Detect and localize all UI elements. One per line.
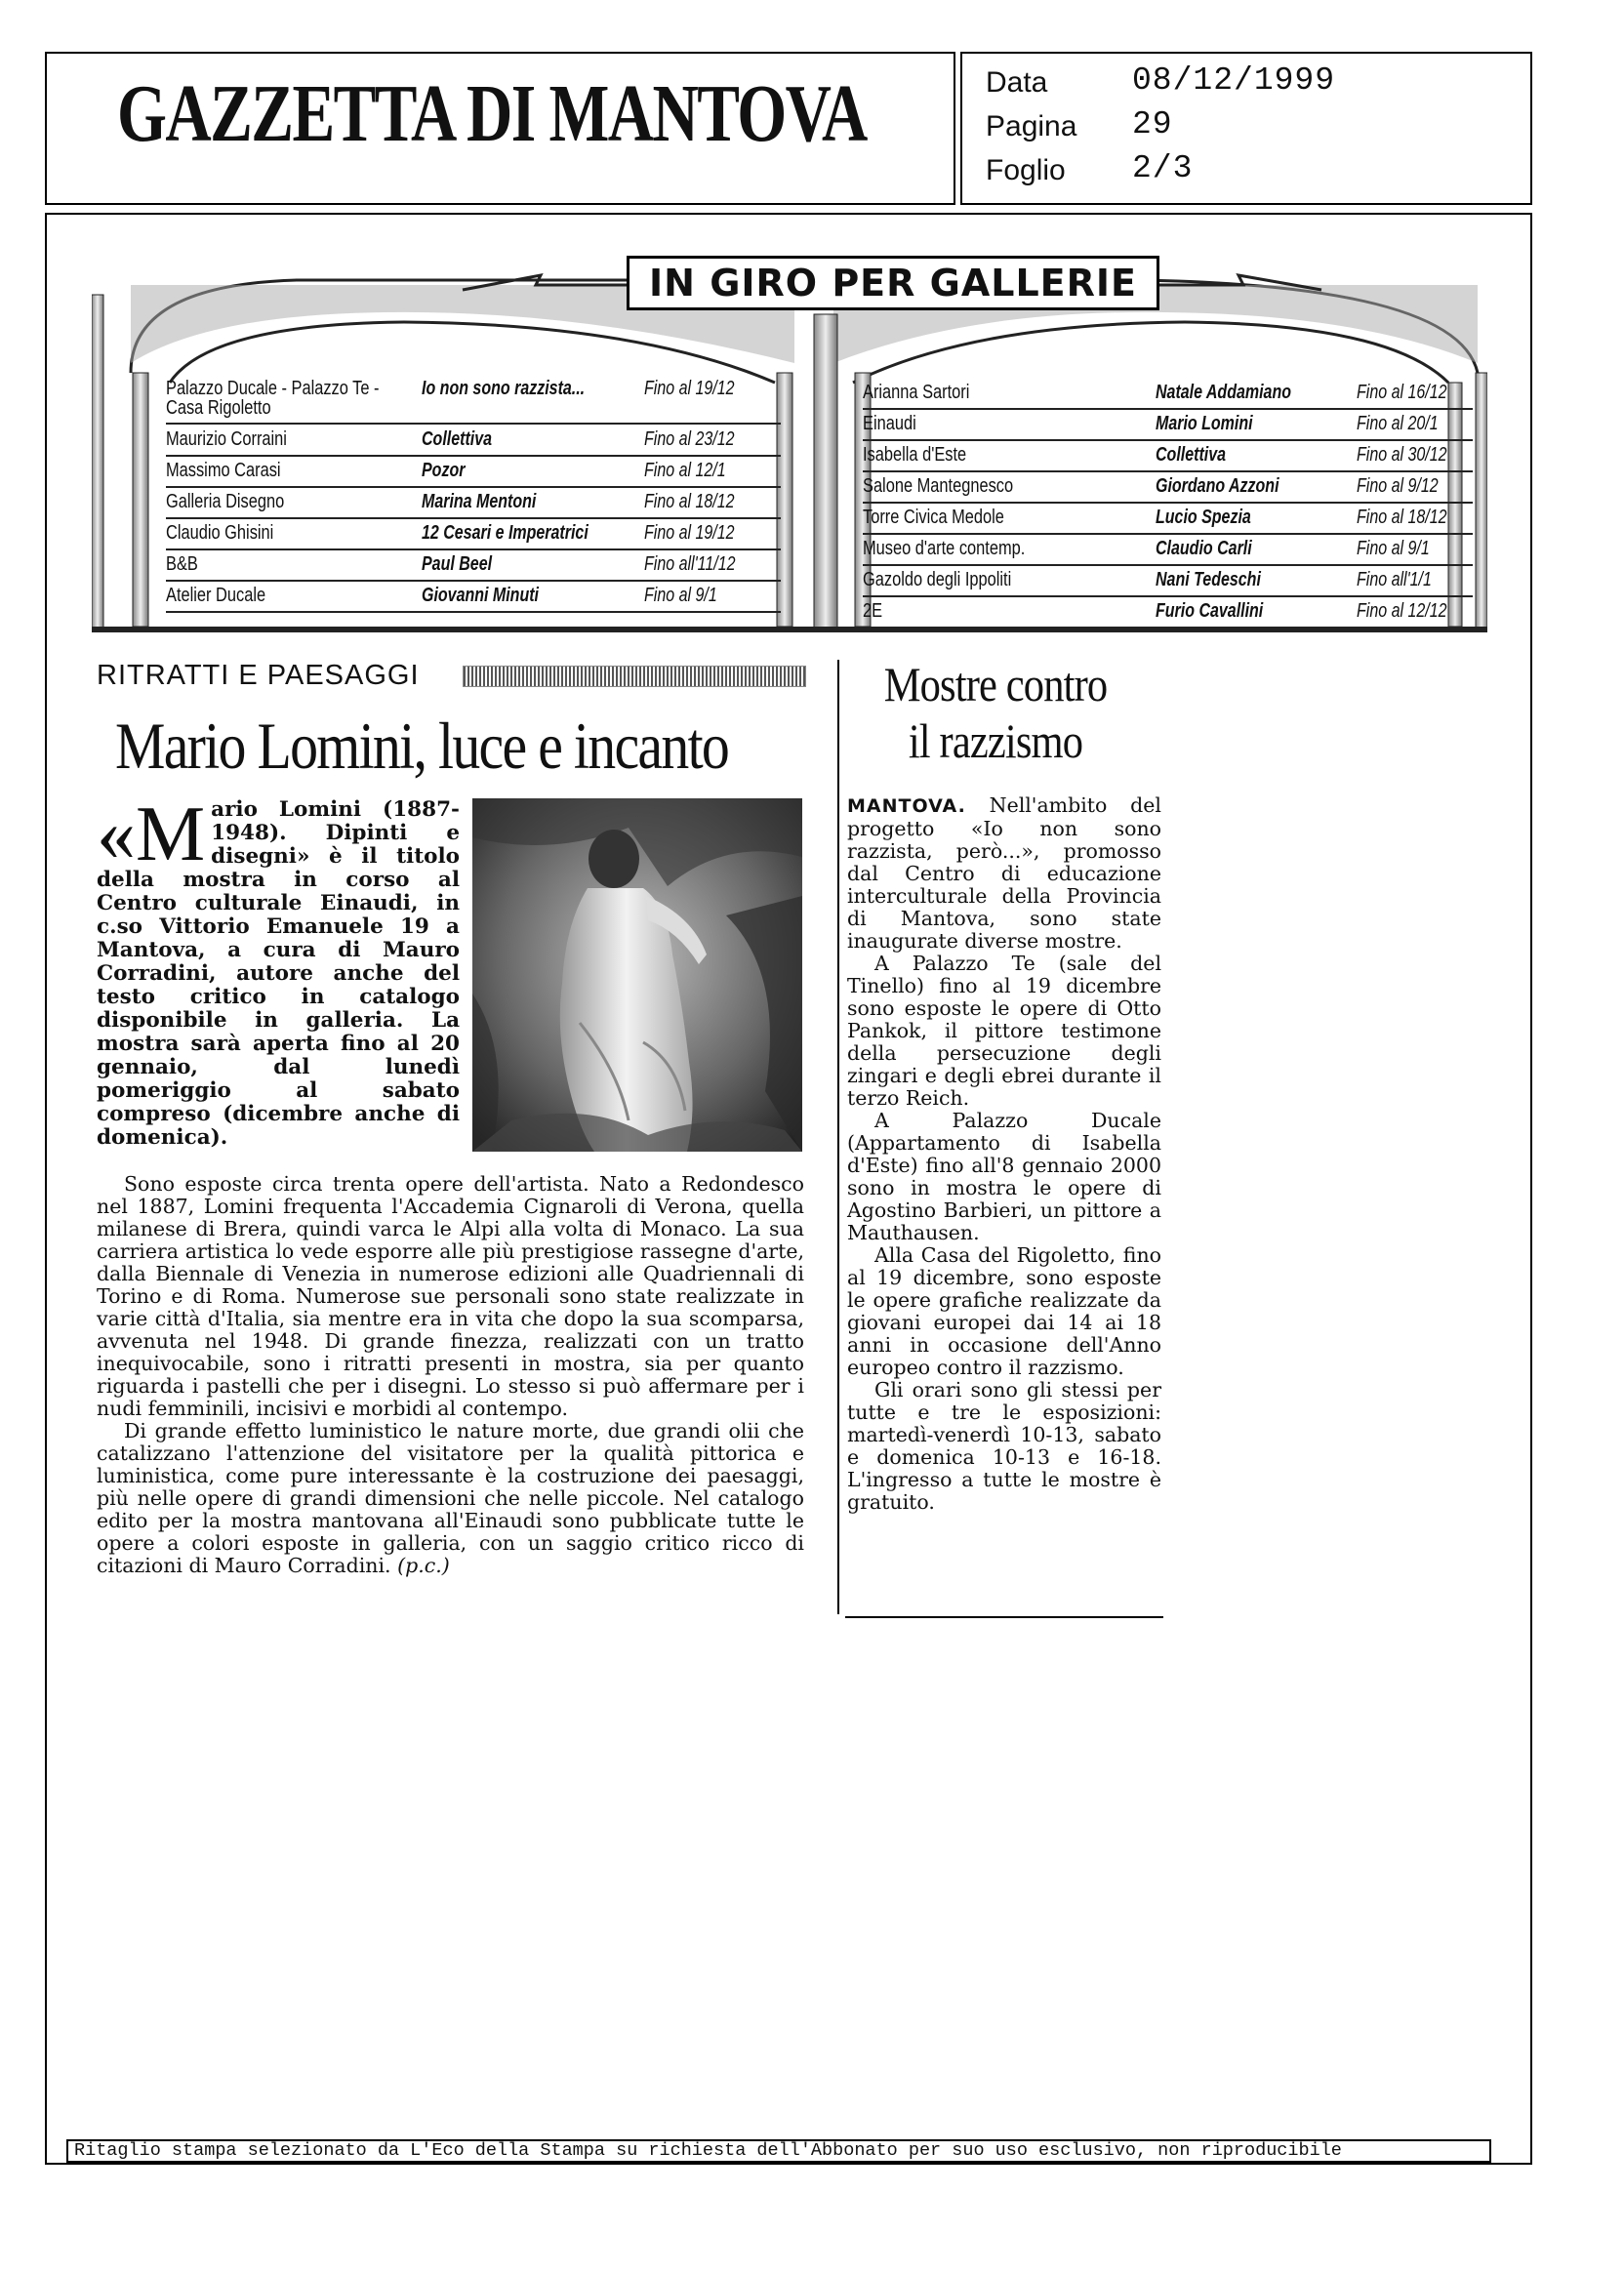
gallery-venue: Salone Mantegnesco [863,475,1014,497]
data-value: 08/12/1999 [1132,62,1336,99]
gallery-venue: B&B [166,553,198,575]
sidebar-headline-line2: il razzismo [908,713,1083,768]
gallery-venue: Claudio Ghisini [166,522,274,544]
gallery-until: Fino al 12/12 [1357,600,1447,622]
article-kicker: RITRATTI E PAESAGGI [97,660,420,691]
gallery-artist: Mario Lomini [1156,413,1253,434]
gallery-artist: Paul Beel [422,553,493,575]
foglio-value: 2/3 [1132,150,1194,186]
gallery-until: Fino al 18/12 [1357,507,1447,528]
gallery-venue-cont: Casa Rigoletto [166,397,271,419]
sidebar-body [847,794,1161,1514]
gallery-row [863,503,1473,535]
dateline: MANTOVA. [847,795,966,817]
masthead: GAZZETTA DI MANTOVA [117,68,867,159]
gallery-row [863,534,1473,566]
gallery-venue: Museo d'arte contemp. [863,538,1026,559]
data-label: Data [986,66,1048,99]
gallery-venue: Maurizio Corraini [166,428,287,450]
gallery-artist: Io non sono razzista... [422,378,586,399]
gallery-until: Fino al 12/1 [644,460,726,481]
gallery-venue: 2E [863,600,883,622]
gallery-row [166,487,781,519]
column-rule [837,660,839,1614]
gallery-artist: Natale Addamiano [1156,382,1291,403]
gallery-listing [92,256,1487,638]
gallery-until: Fino al 23/12 [644,428,735,450]
pagina-label: Pagina [986,110,1077,142]
gallery-artist: Claudio Carli [1156,538,1252,559]
gallery-until: Fino al 18/12 [644,491,735,512]
gallery-row [166,581,781,613]
gallery-row [166,456,781,488]
author-signature: (p.c.) [397,1554,450,1577]
kicker-rule [463,666,806,687]
gallery-until: Fino al 9/1 [1357,538,1430,559]
lead-text: ario Lomini (1887-1948). Dipinti e disegni» è il titolo della mostra in corso al Centro culturale Einaudi, in c.so Vittorio Emanuele 19 a Mantova, a cura di Mauro Corradini, autore anche del testo critico in catalogo disponibile in galleria. La mostra sarà aperta fino al 20 gennaio, dal lunedì pomeriggio al sabato compreso (dicembre anche di domenica). [97,797,460,1150]
drop-cap: «M [97,792,206,877]
gallery-artist: Giovanni Minuti [422,585,539,606]
gallery-artist: Furio Cavallini [1156,600,1264,622]
gallery-row [166,378,781,425]
sidebar-paragraph: Gli orari sono gli stessi per tutte e tre le esposizioni: martedì-venerdì 10-13, sabato e domenica 10-13 e 16-18. L'ingresso a tutte le mostre è gratuito. [847,1378,1161,1514]
gallery-venue: Einaudi [863,413,916,434]
article-body [97,1173,804,1577]
gallery-until: Fino all'11/12 [644,553,736,575]
gallery-row [863,440,1473,472]
sidebar-paragraph: A Palazzo Te (sale del Tinello) fino al 19 dicembre sono esposte le opere di Otto Pankok, il pittore testimone della persecuzione degli zingari e degli ebrei durante il terzo Reich. [847,952,1161,1110]
sidebar-paragraph: Alla Casa del Rigoletto, fino al 19 dicembre, sono esposte le opere grafiche realizzate da giovani europei dai 14 ai 18 anni in occasione dell'Anno europeo contro il razzismo. [847,1243,1161,1379]
sidebar-headline-line1: Mostre contro [883,657,1108,711]
gallery-artist: 12 Cesari e Imperatrici [422,522,589,544]
gallery-row [863,565,1473,597]
gallery-until: Fino al 9/12 [1357,475,1439,497]
gallery-artist: Giordano Azzoni [1156,475,1279,497]
gallery-title: IN GIRO PER GALLERIE [627,256,1159,310]
gallery-until: Fino al 16/12 [1357,382,1447,403]
gallery-until: Fino al 30/12 [1357,444,1447,466]
gallery-venue: Torre Civica Medole [863,507,1004,528]
gallery-until: Fino al 9/1 [644,585,717,606]
gallery-until: Fino all'1/1 [1357,569,1432,590]
gallery-artist: Nani Tedeschi [1156,569,1261,590]
nude-painting-image [472,798,802,1152]
gallery-until: Fino al 19/12 [644,522,735,544]
article-headline: Mario Lomini, luce e incanto [115,709,729,783]
pagina-value: 29 [1132,106,1173,142]
gallery-until: Fino al 19/12 [644,378,735,399]
gallery-artist: Pozor [422,460,466,481]
gallery-artist: Marina Mentoni [422,491,537,512]
gallery-venue: Palazzo Ducale - Palazzo Te - [166,378,380,399]
gallery-row [166,549,781,582]
gallery-venue: Isabella d'Este [863,444,967,466]
sidebar-paragraph: A Palazzo Ducale (Appartamento di Isabella d'Este) fino all'8 gennaio 2000 sono in mostra le opere di Agostino Barbieri, un pittore a Mauthausen. [847,1109,1161,1244]
gallery-venue: Gazoldo degli Ippoliti [863,569,1012,590]
gallery-row [166,425,781,457]
gallery-artist: Collettiva [422,428,493,450]
body-paragraph: Sono esposte circa trenta opere dell'artista. Nato a Redondesco nel 1887, Lomini frequenta l'Accademia Cignaroli di Verona, quella milanese di Brera, quindi varca le Alpi alla volta di Monaco. La sua carriera artistica lo vede esporre alle più prestigiose rassegne d'arte, dalla Biennale di Venezia in numerose edizioni alle Quadriennali di Torino e di Roma. Numerose sue personali sono state realizzate in varie città d'Italia, sia mentre era in vita che dopo la sua scomparsa, avvenuta nel 1948. Di grande finezza, realizzati con un tratto inequivocabile, sono i ritratti presenti in mostra, sia per quanto riguarda i pastelli che per i disegni. Lo stesso si può affermare per i nudi femminili, incisivi e morbidi al contempo. [97,1172,804,1420]
gallery-venue: Galleria Disegno [166,491,285,512]
gallery-row [166,518,781,550]
gallery-venue: Arianna Sartori [863,382,970,403]
sidebar-bottom-rule [845,1616,1163,1618]
gallery-venue: Atelier Ducale [166,585,266,606]
sidebar-headline [849,656,1142,769]
gallery-row [863,378,1473,410]
clipping-disclaimer: Ritaglio stampa selezionato da L'Eco della Stampa su richiesta dell'Abbonato per suo uso esclusivo, non riproducibile [66,2139,1491,2163]
gallery-row [863,471,1473,504]
gallery-row [863,409,1473,441]
foglio-label: Foglio [986,154,1066,186]
sidebar-paragraph: MANTOVA. Nell'ambito del progetto «Io non sono razzista, però...», promosso dal Centro di educazione interculturale della Provincia di Mantova, sono state inaugurate diverse mostre. [847,793,1161,953]
article-lead [97,792,460,1150]
body-paragraph: Di grande effetto luministico le nature morte, due grandi olii che catalizzano l'attenzione del visitatore per la qualità pittorica e luministica, come pure interessante è la costruzione dei paesaggi, più nelle opere di grandi dimensioni che nelle piccole. Nel catalogo edito per la mostra mantovana all'Einaudi sono pubblicate tutte le opere a colori esposte in galleria, con un saggio critico ricco di citazioni di Mauro Corradini. (p.c.) [97,1419,804,1577]
gallery-until: Fino al 20/1 [1357,413,1439,434]
gallery-artist: Collettiva [1156,444,1227,466]
gallery-row [863,596,1473,629]
gallery-venue: Massimo Carasi [166,460,281,481]
gallery-artist: Lucio Spezia [1156,507,1251,528]
